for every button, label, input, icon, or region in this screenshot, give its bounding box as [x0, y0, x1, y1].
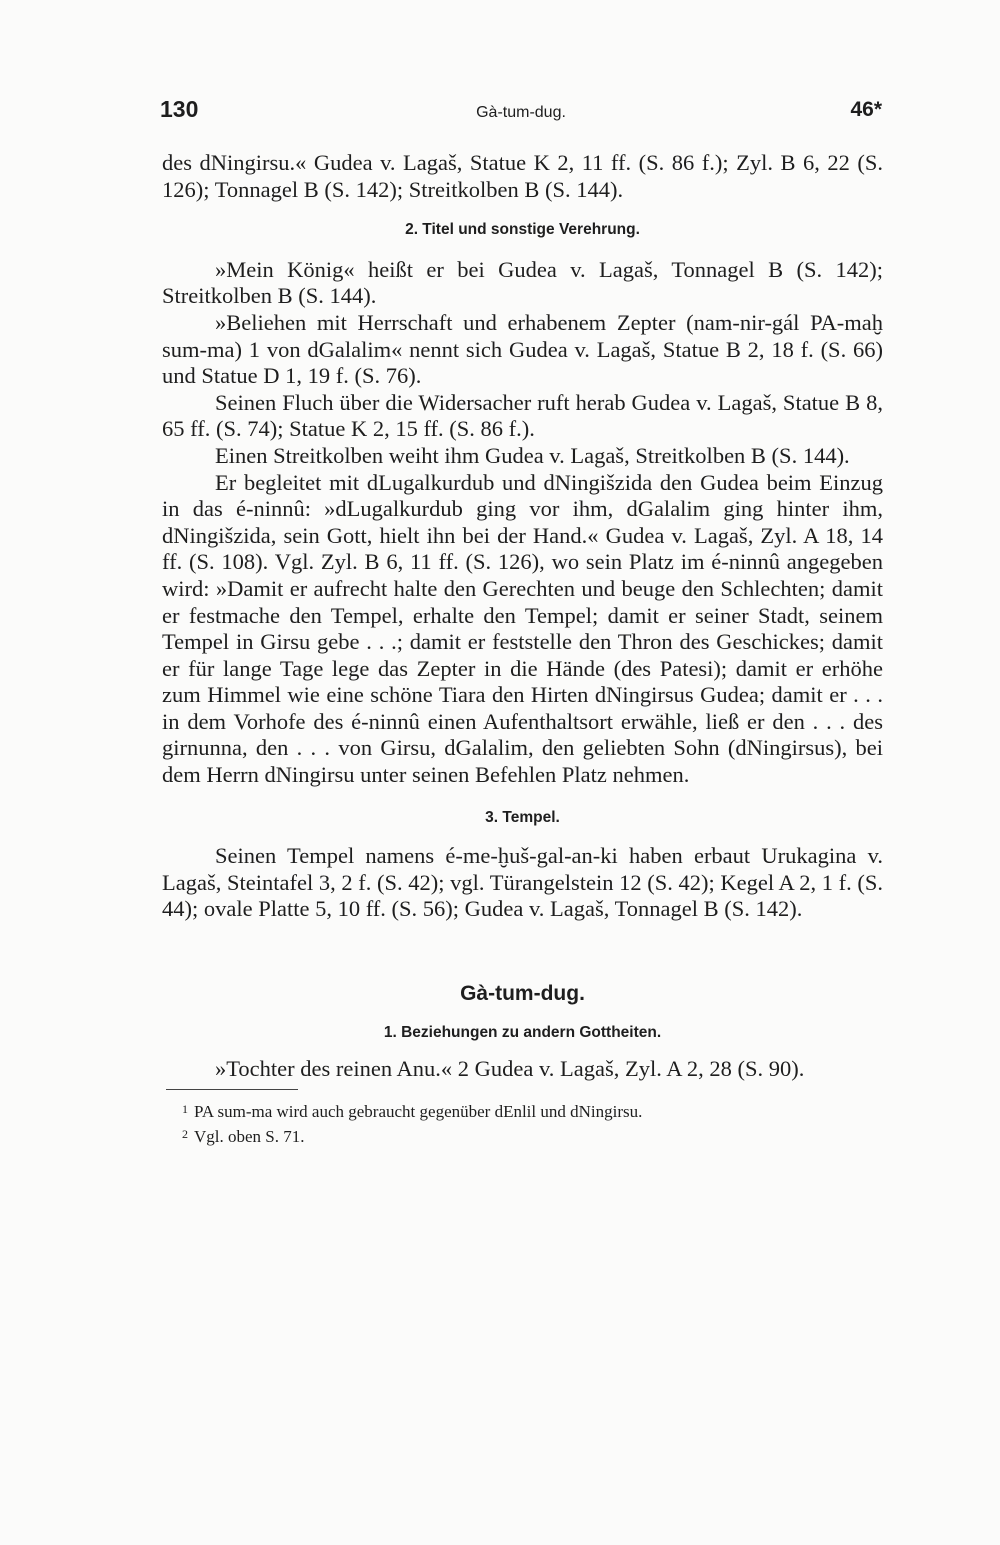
body-text: [162, 150, 883, 1148]
section-heading: 2. Titel und sonstige Verehrung.: [405, 221, 640, 239]
footnote-text: Vgl. oben S. 71.: [194, 1126, 305, 1146]
footnote: [182, 1123, 883, 1148]
paragraph: »Beliehen mit Herrschaft und erhabenem Zepter (nam-nir-gál PA-maḫ sum-ma) 1 von dGalalim« nennt sich Gudea v. Lagaš, Statue B 2, 18 f. (S. 66) und Statue D 1, 19 f. (S. 76).: [162, 309, 883, 389]
footnote-divider: [166, 1089, 298, 1090]
footnote-mark: 2: [182, 1126, 188, 1141]
paragraph: Er begleitet mit dLugalkurdub und dNingišzida den Gudea beim Einzug in das é-ninnû: »dLugalkurdub ging vor ihm, dGalalim ging hinter ihm, dNingišzida, sein Gott, hielt ihn bei der Hand.« Gudea v. Lagaš, Zyl. A 18, 14 ff. (S. 108). Vgl. Zyl. B 6, 11 ff. (S. 126), wo sein Platz im é-ninnû angegeben wird: »Damit er aufrecht halte den Gerechten und beuge den Schlechten; damit er festmache den Tempel, erhalte den Tempel; damit er seiner Stadt, seinem Tempel in Girsu gebe . . .; damit er feststelle den Thron des Geschickes; damit er für lange Tage lege das Zepter in die Hände (des Patesi); damit er erhöhe zum Himmel wie eine schöne Tiara den Hirten dNingirsus Gudea; damit er . . . in dem Vorhofe des é-ninnû einen Aufenthaltsort erwähle, ließ er den . . . des girnunna, den . . . von Girsu, dGalalim, den geliebten Sohn (dNingirsus), bei dem Herrn dNingirsu unter seinen Befehlen Platz nehmen.: [162, 469, 883, 788]
footnote-mark: 1: [182, 1101, 188, 1116]
footnote-text: PA sum-ma wird auch gebraucht gegenüber dEnlil und dNingirsu.: [194, 1101, 643, 1121]
section-heading: 1. Beziehungen zu andern Gottheiten.: [383, 1023, 662, 1041]
page-number: 130: [160, 96, 199, 122]
paragraph: Seinen Fluch über die Widersacher ruft herab Gudea v. Lagaš, Statue B 8, 65 ff. (S. 74); Statue K 2, 15 ff. (S. 86 f.).: [162, 389, 883, 442]
footnotes: [162, 1098, 883, 1148]
entry-title: Gà-tum-dug.: [460, 982, 585, 1006]
paragraph: des dNingirsu.« Gudea v. Lagaš, Statue K 2, 11 ff. (S. 86 f.); Zyl. B 6, 22 (S. 126); Tonnagel B (S. 142); Streitkolben B (S. 144).: [162, 150, 883, 202]
running-head: [160, 96, 882, 136]
running-head-title: Gà-tum-dug.: [476, 104, 566, 121]
signature-mark: 46*: [850, 98, 882, 121]
section-heading: 3. Tempel.: [485, 808, 560, 826]
paragraph: Seinen Tempel namens é-me-ḫuš-gal-an-ki haben erbaut Urukagina v. Lagaš, Steintafel 3, 2 f. (S. 42); vgl. Türangelstein 12 (S. 42); Kegel A 2, 1 f. (S. 44); ovale Platte 5, 10 ff. (S. 56); Gudea v. Lagaš, Tonnagel B (S. 142).: [162, 843, 883, 922]
paragraph: »Mein König« heißt er bei Gudea v. Lagaš, Tonnagel B (S. 142); Streitkolben B (S. 144).: [162, 256, 883, 309]
paragraph: Einen Streitkolben weiht ihm Gudea v. Lagaš, Streitkolben B (S. 144).: [215, 442, 850, 468]
paragraph: »Tochter des reinen Anu.« 2 Gudea v. Lagaš, Zyl. A 2, 28 (S. 90).: [215, 1056, 805, 1082]
footnote: [182, 1098, 883, 1123]
